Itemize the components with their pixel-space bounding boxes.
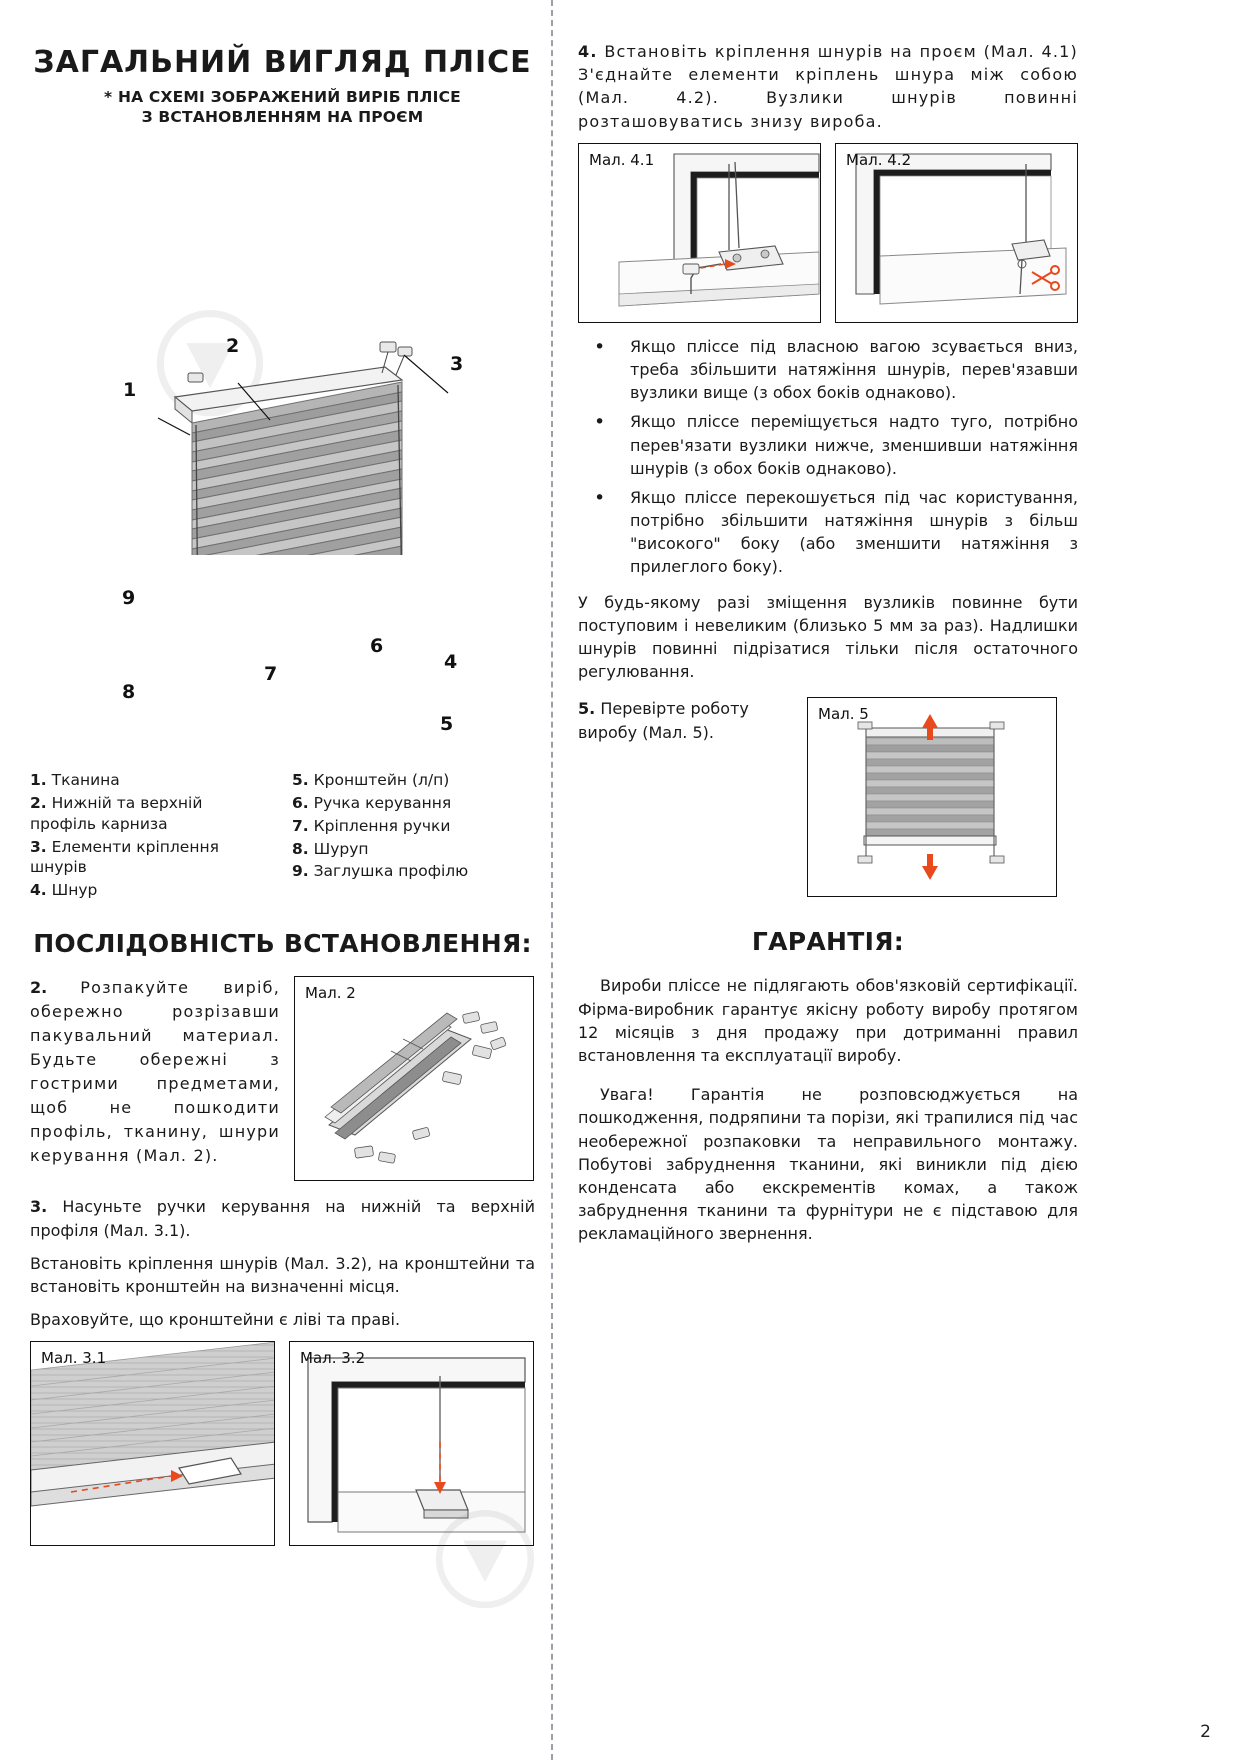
legend-label: Ручка керування	[313, 793, 452, 812]
legend-item	[30, 837, 268, 879]
figure-3-2-label: Мал. 3.2	[300, 1349, 366, 1368]
legend-label: Елементи кріплення шнурів	[30, 837, 219, 877]
step-5-text	[578, 697, 793, 743]
step-2-number: 2.	[30, 978, 48, 998]
tip-item: • Якщо пліссе під власною вагою зсувається вниз, треба збільшити натяжіння шнурів, перев'язавши вузлики вище (з обох боків однаково).	[578, 335, 1078, 405]
legend-number: 7.	[292, 816, 309, 835]
warranty-title: ГАРАНТІЯ:	[751, 927, 905, 957]
callout-8: 8	[122, 680, 136, 703]
figure-5-illustration	[808, 698, 1057, 897]
adjustment-note: У будь-якому разі зміщення вузликів повинне бути поступовим і невеликим (близько 5 мм за раз). Надлишки шнурів повинні підрізатися тільки після остаточного регулювання.	[578, 592, 1078, 682]
figure-2-illustration	[295, 977, 534, 1181]
step-3-line-3: Враховуйте, що кронштейни є ліві та праві.	[30, 1310, 401, 1330]
step-5-body: Перевірте роботу виробу (Мал. 5).	[578, 699, 749, 742]
callout-1: 1	[123, 378, 137, 401]
step-3-line-1: Насуньте ручки керування на нижній та верхній профіля (Мал. 3.1).	[30, 1197, 535, 1240]
step-3-block	[30, 1195, 535, 1546]
tip-item: • Якщо пліссе переміщується надто туго, потрібно перев'язати вузлики нижче, зменшивши натяжіння шнурів (з обох боків однаково).	[578, 410, 1078, 480]
step-5-block	[578, 697, 1078, 897]
step-2-body: Розпакуйте виріб, обережно розрізавши пакувальний материал. Будьте обережні з гострими предметами, щоб не пошкодити профіль, тканину, шнури керування (Мал. 2).	[30, 978, 280, 1166]
watermark-logo-icon-secondary	[430, 1510, 540, 1630]
column-divider	[551, 0, 553, 1760]
callout-3: 3	[450, 352, 464, 375]
page-title: ЗАГАЛЬНИЙ ВИГЛЯД ПЛІСЕ	[33, 45, 532, 80]
legend-number: 9.	[292, 862, 309, 881]
callout-4: 4	[444, 650, 458, 673]
adjustment-tips-list	[578, 335, 1078, 579]
legend-number: 4.	[30, 881, 47, 900]
subtitle-line-1: * НА СХЕМІ ЗОБРАЖЕНИЙ ВИРІБ ПЛІСЕ	[104, 87, 461, 106]
warranty-paragraph-1: Вироби пліссе не підлягають обов'язковій сертифікації. Фірма-виробник гарантує якісну роботу виробу протягом 12 місяців з дня продажу при дотриманні правил встановлення та експлуатації виробу.	[578, 976, 1078, 1065]
callout-6: 6	[370, 634, 384, 657]
legend-number: 6.	[292, 793, 309, 812]
figure-4-2-illustration	[836, 144, 1078, 323]
callout-5: 5	[440, 712, 454, 735]
callout-9: 9	[122, 586, 136, 609]
right-column	[578, 40, 1078, 1255]
legend-item	[292, 816, 522, 837]
legend-number: 1.	[30, 770, 47, 789]
legend-label: Кронштейн (л/п)	[313, 770, 450, 789]
figure-4-1-illustration	[579, 144, 821, 323]
figure-4-1	[578, 143, 821, 323]
product-overview-diagram	[30, 135, 535, 735]
pleated-blind-illustration	[30, 135, 535, 555]
legend-number: 8.	[292, 839, 309, 858]
figure-3-1-illustration	[31, 1342, 275, 1546]
legend-number: 3.	[30, 837, 47, 856]
legend-item	[30, 770, 268, 791]
figure-4-2-label: Мал. 4.2	[846, 150, 912, 169]
legend-number: 2.	[30, 793, 47, 812]
page-subtitle	[30, 87, 535, 127]
legend-label: Нижній та верхній профіль карниза	[30, 793, 203, 833]
figure-4-1-label: Мал. 4.1	[589, 150, 655, 169]
installation-sequence-title: ПОСЛІДОВНІСТЬ ВСТАНОВЛЕННЯ:	[33, 929, 532, 959]
figure-3-1-label: Мал. 3.1	[41, 1349, 107, 1368]
warranty-paragraph-2: Увага! Гарантія не розповсюджується на пошкодження, подряпини та порізи, які трапилися під час необережної розпаковки та неправильного монтажу. Побутові забруднення тканини, які виникли під дією конденсата або екскрементів комах, а також забруднення тканини та фурнітури не є підставою для рекламаційного звернення.	[578, 1085, 1078, 1244]
legend-number: 5.	[292, 770, 309, 789]
legend-column-1	[30, 770, 268, 904]
legend-item	[30, 880, 268, 901]
step-4-figures	[578, 143, 1078, 323]
step-5-number: 5.	[578, 699, 596, 719]
figure-3-1	[30, 1341, 275, 1546]
step-2-block	[30, 976, 535, 1181]
step-3-number: 3.	[30, 1197, 48, 1217]
legend-item	[292, 861, 522, 882]
figure-2-label: Мал. 2	[305, 984, 356, 1003]
figure-5-label: Мал. 5	[818, 705, 869, 724]
tip-item: • Якщо пліссе перекошується під час користування, потрібно збільшити натяжіння шнурів з більш "високого" боку (або зменшити натяжіння з прилеглого боку).	[578, 486, 1078, 579]
legend-item	[292, 839, 522, 860]
legend-item	[292, 770, 522, 791]
legend-item	[292, 793, 522, 814]
parts-legend	[30, 770, 535, 904]
step-3-text	[30, 1195, 535, 1241]
figure-4-2	[835, 143, 1078, 323]
step-3-line-2: Встановіть кріплення шнурів (Мал. 3.2), на кронштейни та встановіть кронштейн на визначенні місця.	[30, 1253, 535, 1296]
step-4-text	[578, 40, 1078, 133]
step-4-body: Встановіть кріплення шнурів на проєм (Мал. 4.1) З'єднайте елементи кріплень шнура між собою (Мал. 4.2). Вузлики шнурів повинні розташовуватись знизу вироба.	[578, 42, 1078, 131]
left-column	[30, 30, 535, 1546]
step-4-number: 4.	[578, 42, 598, 61]
legend-column-2	[292, 770, 522, 904]
step-2-text	[30, 976, 280, 1168]
legend-label: Тканина	[51, 770, 120, 789]
legend-label: Шнур	[51, 881, 98, 900]
subtitle-line-2: З ВСТАНОВЛЕННЯМ НА ПРОЄМ	[141, 107, 424, 126]
figure-5	[807, 697, 1057, 897]
callout-7: 7	[264, 662, 278, 685]
page-number: 2	[1200, 1722, 1211, 1742]
figure-2	[294, 976, 534, 1181]
legend-label: Шуруп	[313, 839, 369, 858]
legend-label: Заглушка профілю	[313, 862, 469, 881]
legend-label: Кріплення ручки	[313, 816, 451, 835]
callout-2: 2	[226, 334, 240, 357]
legend-item	[30, 793, 268, 835]
